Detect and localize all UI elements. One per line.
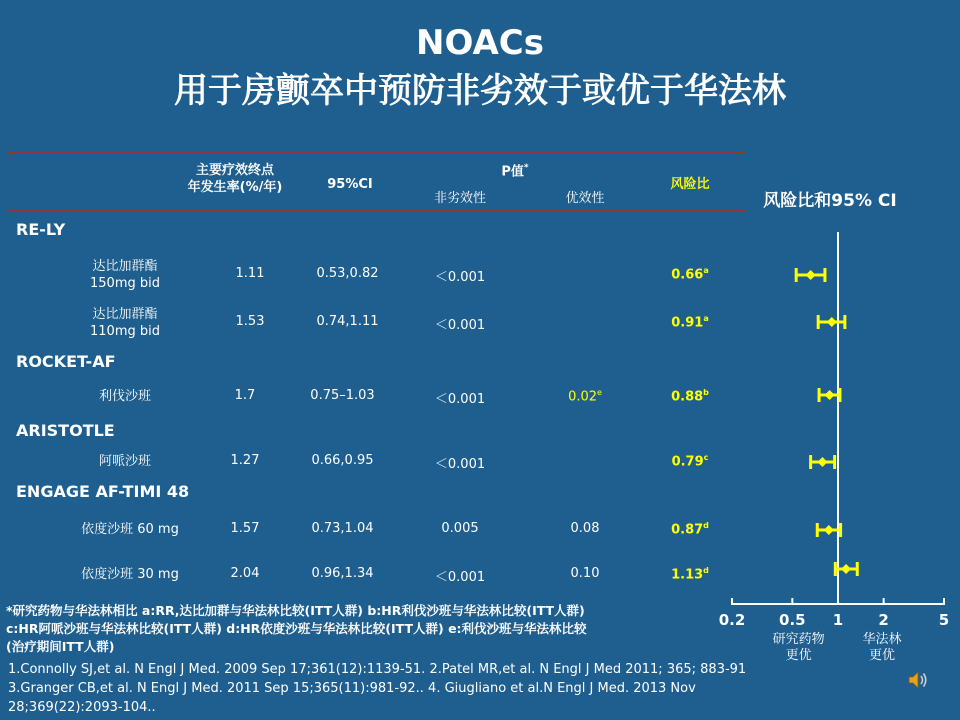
speaker-icon[interactable] [906,668,930,692]
plot-title: 风险比和95% CI [763,191,897,211]
p-noninferiority: ＜0.001 [434,570,486,585]
p-noninferiority: ＜0.001 [434,392,486,407]
right-favor-label: 更优 [868,648,895,663]
table-top-rule [8,152,745,154]
hr-point [824,525,834,535]
hazard-ratio-value: 0.91$^a$ [671,314,709,331]
ci-value: 0.73,1.04 [311,521,374,536]
ci-value: 0.53,0.82 [316,266,379,281]
hazard-ratio-value: 0.66$^a$ [671,266,709,283]
p-superiority: 0.10 [570,566,600,581]
p-noninferiority: ＜0.001 [434,457,486,472]
event-rate: 1.57 [230,521,260,536]
slide-subtitle: 用于房颤卒中预防非劣效于或优于华法林 [174,71,786,111]
event-rate: 1.53 [235,314,265,329]
event-rate: 1.7 [234,388,256,403]
p-noninferiority: ＜0.001 [434,270,486,285]
trial-name-aristotle: ARISTOTLE [16,421,115,440]
p-noninferiority: 0.005 [441,521,479,536]
ci-value: 0.66,0.95 [311,453,374,468]
header-ci: 95%CI [327,177,373,192]
forest-plot [700,180,960,670]
x-tick-label: 1 [832,611,844,629]
hr-point [841,564,851,574]
drug-name: 达比加群酯 150mg bid [90,259,160,291]
header-superiority: 优效性 [565,191,605,206]
ci-value: 0.75–1.03 [310,388,375,403]
x-tick-label: 5 [938,611,950,629]
footnote-line: *研究药物与华法林相比 a:RR,达比加群与华法林比较(ITT人群) b:HR利伐沙班与华法林比较(ITT人群) [6,603,585,618]
footnote-line: (治疗期间ITT人群) [6,639,115,654]
drug-name: 达比加群酯 110mg bid [90,307,160,339]
hazard-ratio-value: 0.87$^d$ [671,521,709,538]
event-rate: 1.11 [235,266,265,281]
hr-point [825,390,835,400]
event-rate: 1.27 [230,453,260,468]
header-hazard-ratio: 风险比 [670,177,710,192]
right-favor-label: 华法林 [862,632,902,647]
trial-name-engage: ENGAGE AF-TIMI 48 [16,482,190,501]
hazard-ratio-value: 0.88$^b$ [671,388,709,405]
trial-name-rocket-af: ROCKET-AF [16,352,116,371]
event-rate: 2.04 [230,566,260,581]
table-header-rule [8,210,745,212]
header-endpoint: 主要疗效终点 年发生率(%/年) [187,163,283,195]
hr-point [817,457,827,467]
hazard-ratio-value: 0.79$^c$ [671,453,709,470]
ci-value: 0.96,1.34 [311,566,374,581]
x-tick-label: 2 [878,611,889,629]
drug-name: 依度沙班 30 mg [81,567,179,582]
hazard-ratio-value: 1.13$^d$ [671,566,709,583]
references: 1.Connolly SJ,et al. N Engl J Med. 2009 Sep 17;361(12):1139-51. 2.Patel MR,et al. N Engl J Med 2011; 365; 883-91 3.Granger CB,et al. N Engl J Med. 2011 Sep 15;365(11):981-92.. 4. Giugliano et al.N Engl J Med. 2013 Nov 28;369(22):2093-104.. [8,662,747,715]
p-noninferiority: ＜0.001 [434,318,486,333]
header-noninferiority: 非劣效性 [433,191,486,206]
drug-name: 利伐沙班 [98,389,151,404]
left-favor-label: 更优 [785,648,812,663]
drug-name: 阿哌沙班 [98,454,151,469]
trial-name-rely: RE-LY [16,220,66,239]
hr-point [806,270,816,280]
header-p-value: P值* [501,163,529,180]
ci-value: 0.74,1.11 [316,314,379,329]
x-tick-label: 0.5 [779,611,806,629]
hr-point [827,317,837,327]
left-favor-label: 研究药物 [772,632,825,647]
footnote-line: c:HR阿哌沙班与华法林比较(ITT人群) d:HR依度沙班与华法林比较(ITT人群) e:利伐沙班与华法林比较 [6,621,587,636]
x-tick-label: 0.2 [718,611,746,629]
drug-name: 依度沙班 60 mg [81,522,179,537]
p-superiority: 0.02e [568,388,602,405]
slide-title: NOACs [416,23,544,63]
p-superiority: 0.08 [570,521,600,536]
